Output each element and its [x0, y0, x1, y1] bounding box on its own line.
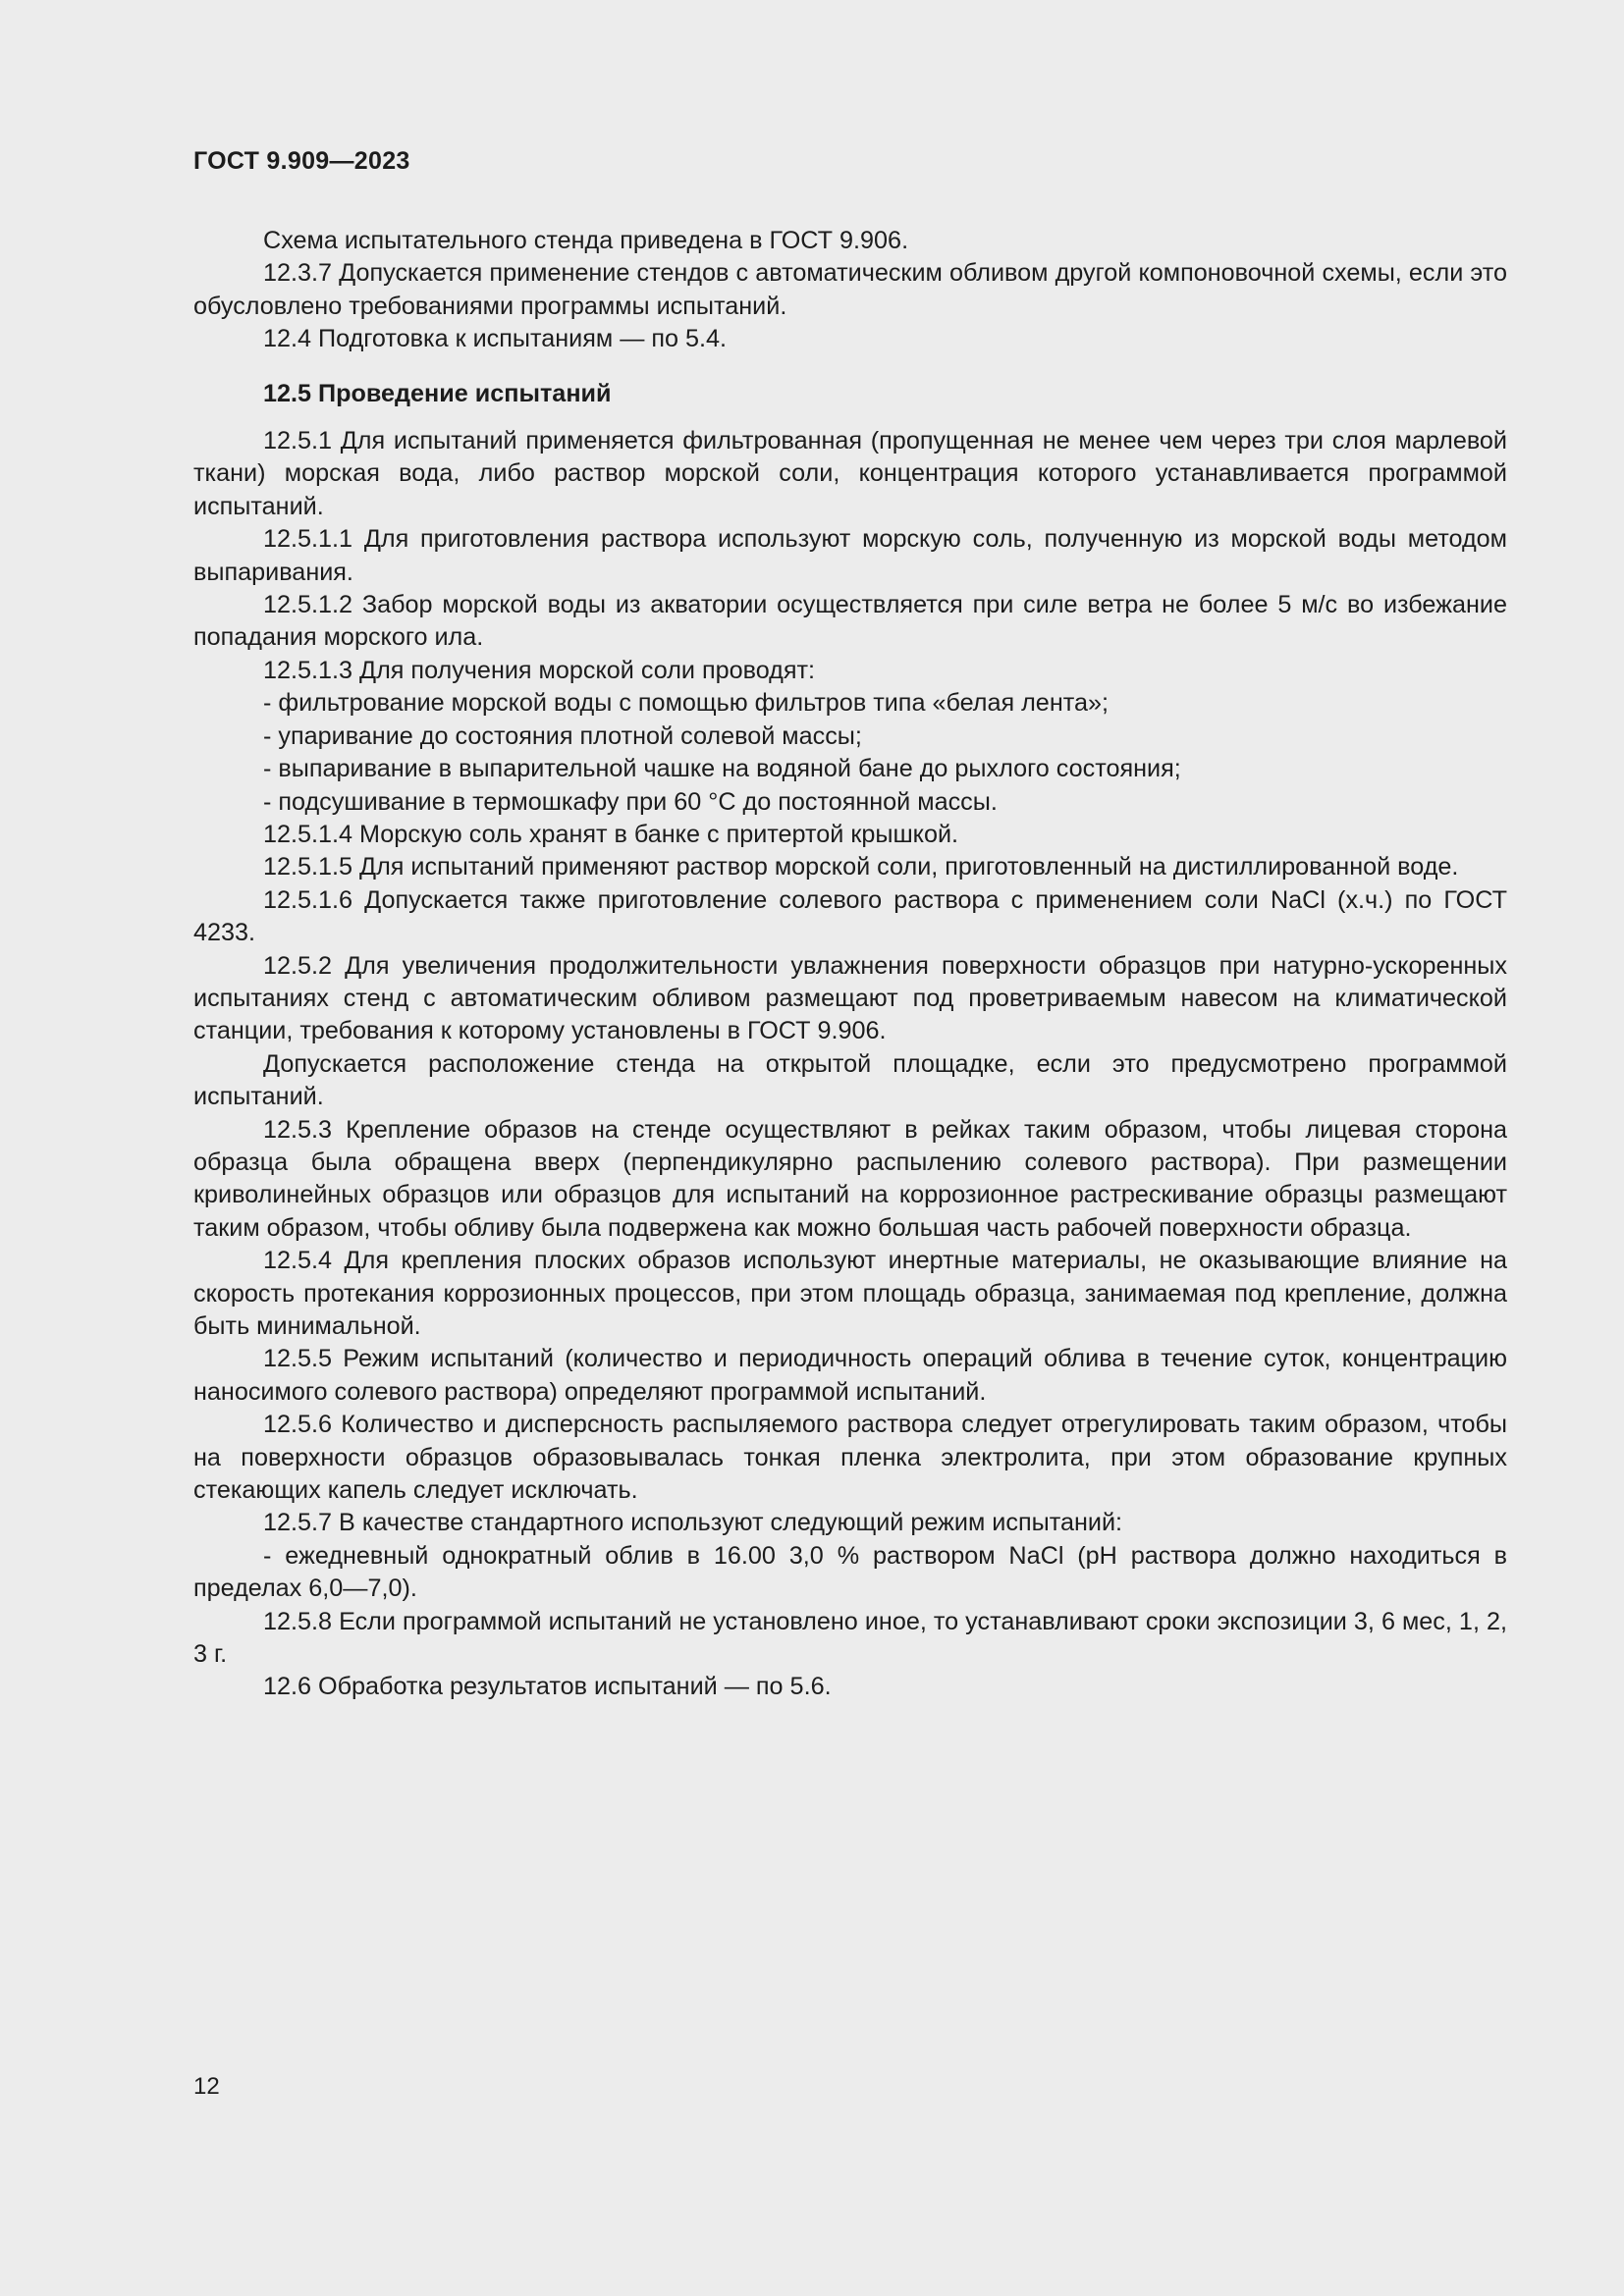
paragraph: 12.3.7 Допускается применение стендов с автоматическим обливом другой компоновочной схемы, если это обусловлено требованиями программы испытаний.: [193, 259, 1507, 320]
list-item: - фильтрование морской воды с помощью фильтров типа «белая лента»;: [263, 689, 1109, 718]
paragraph: 12.6 Обработка результатов испытаний — по 5.6.: [263, 1673, 832, 1701]
paragraph: 12.5.1.6 Допускается также приготовление солевого раствора с применением соли NaCl (х.ч.) по ГОСТ 4233.: [193, 885, 1507, 947]
paragraph: 12.5.7 В качестве стандартного используют следующий режим испытаний:: [263, 1509, 1123, 1537]
page-number: 12: [193, 2073, 220, 2100]
paragraph: 12.5.1.3 Для получения морской соли проводят:: [263, 656, 816, 684]
paragraph: 12.5.3 Крепление образов на стенде осуществляют в рейках таким образом, чтобы лицевая сторона образца была обращена вверх (перпендикулярно распылению солевого раствора). При размещении криволинейных образцов или образцов для испытаний на коррозионное растрескивание образцы размещают таким образом, чтобы обливу была подвержена как можно большая часть рабочей поверхности образца.: [193, 1115, 1507, 1242]
paragraph: 12.5.6 Количество и дисперсность распыляемого раствора следует отрегулировать таким образом, чтобы на поверхности образцов образовывалась тонкая пленка электролита, при этом образование крупных стекающих капель следует исключать.: [193, 1411, 1507, 1505]
document-body: [193, 225, 1507, 1704]
paragraph: 12.5.2 Для увеличения продолжительности увлажнения поверхности образцов при натурно-ускоренных испытаниях стенд с автоматическим обливом размещают под проветриваемым навесом на климатической станции, требования к которому установлены в ГОСТ 9.906.: [193, 951, 1507, 1045]
paragraph: Схема испытательного стенда приведена в ГОСТ 9.906.: [263, 227, 909, 254]
list-item: - упаривание до состояния плотной солевой массы;: [263, 721, 862, 750]
paragraph: 12.5.5 Режим испытаний (количество и периодичность операций облива в течение суток, концентрацию наносимого солевого раствора) определяют программой испытаний.: [193, 1345, 1507, 1406]
section-heading: 12.5 Проведение испытаний: [263, 379, 612, 407]
paragraph: 12.5.8 Если программой испытаний не установлено иное, то устанавливают сроки экспозиции 3, 6 мес, 1, 2, 3 г.: [193, 1607, 1507, 1669]
document-header: ГОСТ 9.909—2023: [193, 147, 410, 175]
paragraph: 12.5.1.5 Для испытаний применяют раствор морской соли, приготовленный на дистиллированной воде.: [263, 853, 1459, 881]
paragraph: 12.5.1.2 Забор морской воды из акватории осуществляется при силе ветра не более 5 м/с во избежание попадания морского ила.: [193, 591, 1507, 652]
list-item: - подсушивание в термошкафу при 60 °С до постоянной массы.: [263, 787, 998, 816]
paragraph: 12.5.4 Для крепления плоских образов используют инертные материалы, не оказывающие влияние на скорость протекания коррозионных процессов, при этом площадь образца, занимаемая под крепление, должна быть минимальной.: [193, 1247, 1507, 1340]
list-item: - ежедневный однократный облив в 16.00 3,0 % раствором NaCl (pH раствора должно находиться в пределах 6,0—7,0).: [193, 1541, 1507, 1603]
paragraph: 12.5.1.1 Для приготовления раствора используют морскую соль, полученную из морской воды методом выпаривания.: [193, 525, 1507, 586]
paragraph: 12.4 Подготовка к испытаниям — по 5.4.: [263, 325, 728, 353]
paragraph: Допускается расположение стенда на открытой площадке, если это предусмотрено программой испытаний.: [193, 1049, 1507, 1111]
paragraph: 12.5.1.4 Морскую соль хранят в банке с притертой крышкой.: [263, 820, 959, 848]
paragraph: 12.5.1 Для испытаний применяется фильтрованная (пропущенная не менее чем через три слоя марлевой ткани) морская вода, либо раствор морской соли, концентрация которого устанавливается программой испытаний.: [193, 427, 1507, 520]
list-item: - выпаривание в выпарительной чашке на водяной бане до рыхлого состояния;: [263, 755, 1181, 783]
